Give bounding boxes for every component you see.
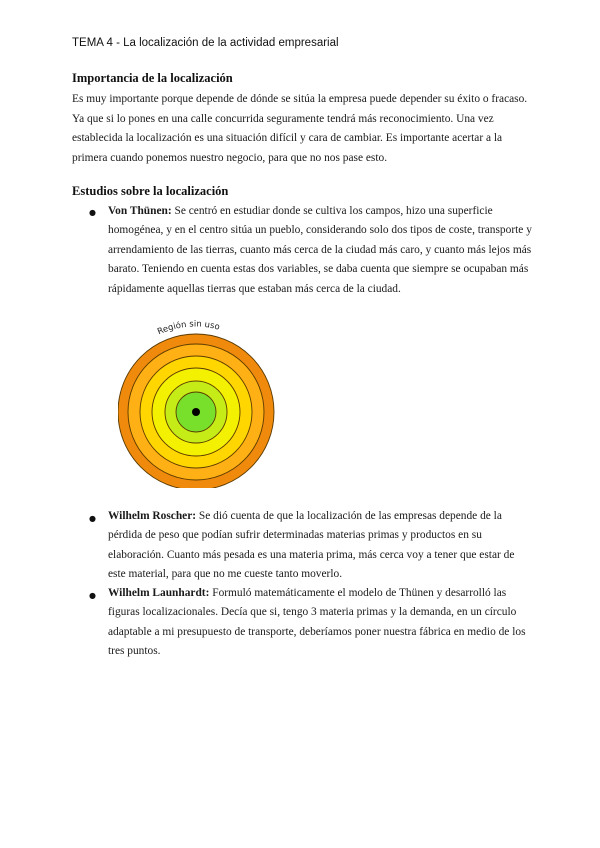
- author-name: Wilhelm Roscher:: [108, 510, 197, 522]
- bullet-icon: ●: [89, 208, 96, 217]
- list-item-launhardt: [108, 584, 533, 662]
- bullet-icon: ●: [89, 591, 96, 600]
- author-name: Von Thünen:: [108, 205, 172, 217]
- section-heading-estudios: Estudios sobre la localización: [72, 184, 229, 198]
- author-description: Formuló matemáticamente el modelo de Thünen y desarrolló las figuras localizacionales. Decía que si, tengo 3 materia primas y la demanda, en un círculo adaptable a mi presupuesto de transporte, deberíamos poner nuestra fábrica en medio de los tres puntos.: [108, 587, 526, 658]
- list-item-roscher: [108, 507, 533, 585]
- list-item-von-thunen: [108, 202, 533, 299]
- diagram-label: Región sin uso: [156, 319, 221, 338]
- author-description: Se centró en estudiar donde se cultiva los campos, hizo una superficie homogénea, y en el centro sitúa un pueblo, considerando solo dos tipos de coste, transporte y arrendamiento de las tierras, cuanto más cerca de la ciudad más caro, y cuanto más lejos más barato. Teniendo en cuenta estas dos variables, se daba cuenta que siempre se ocupaban más rápidamente aquellas tierras que estaban más cerca de la ciudad.: [108, 205, 532, 295]
- document-header: TEMA 4 - La localización de la actividad empresarial: [72, 37, 339, 49]
- bullet-icon: ●: [89, 514, 96, 523]
- paragraph-importancia: Es muy importante porque depende de dónde se sitúa la empresa puede depender su éxito o fracaso. Ya que si lo pones en una calle concurrida seguramente tendrá más reconocimiento. Una vez establecida la localización es una situación difícil y cara de cambiar. Es importante acertar a la primera cuando ponemos nuestro negocio, para que no nos pase esto.: [72, 93, 528, 164]
- author-name: Wilhelm Launhardt:: [108, 587, 210, 599]
- concentric-rings-diagram: [118, 318, 278, 488]
- section-heading-importancia: Importancia de la localización: [72, 71, 233, 85]
- author-description: Se dió cuenta de que la localización de las empresas depende de la pérdida de peso que podían sufrir determinadas materias primas y productos en su elaboración. Cuanto más pesada es una materia prima, más cerca voy a tener que estar de este material, para que no me cueste tanto moverlo.: [108, 510, 515, 581]
- center-town-dot: [192, 408, 200, 416]
